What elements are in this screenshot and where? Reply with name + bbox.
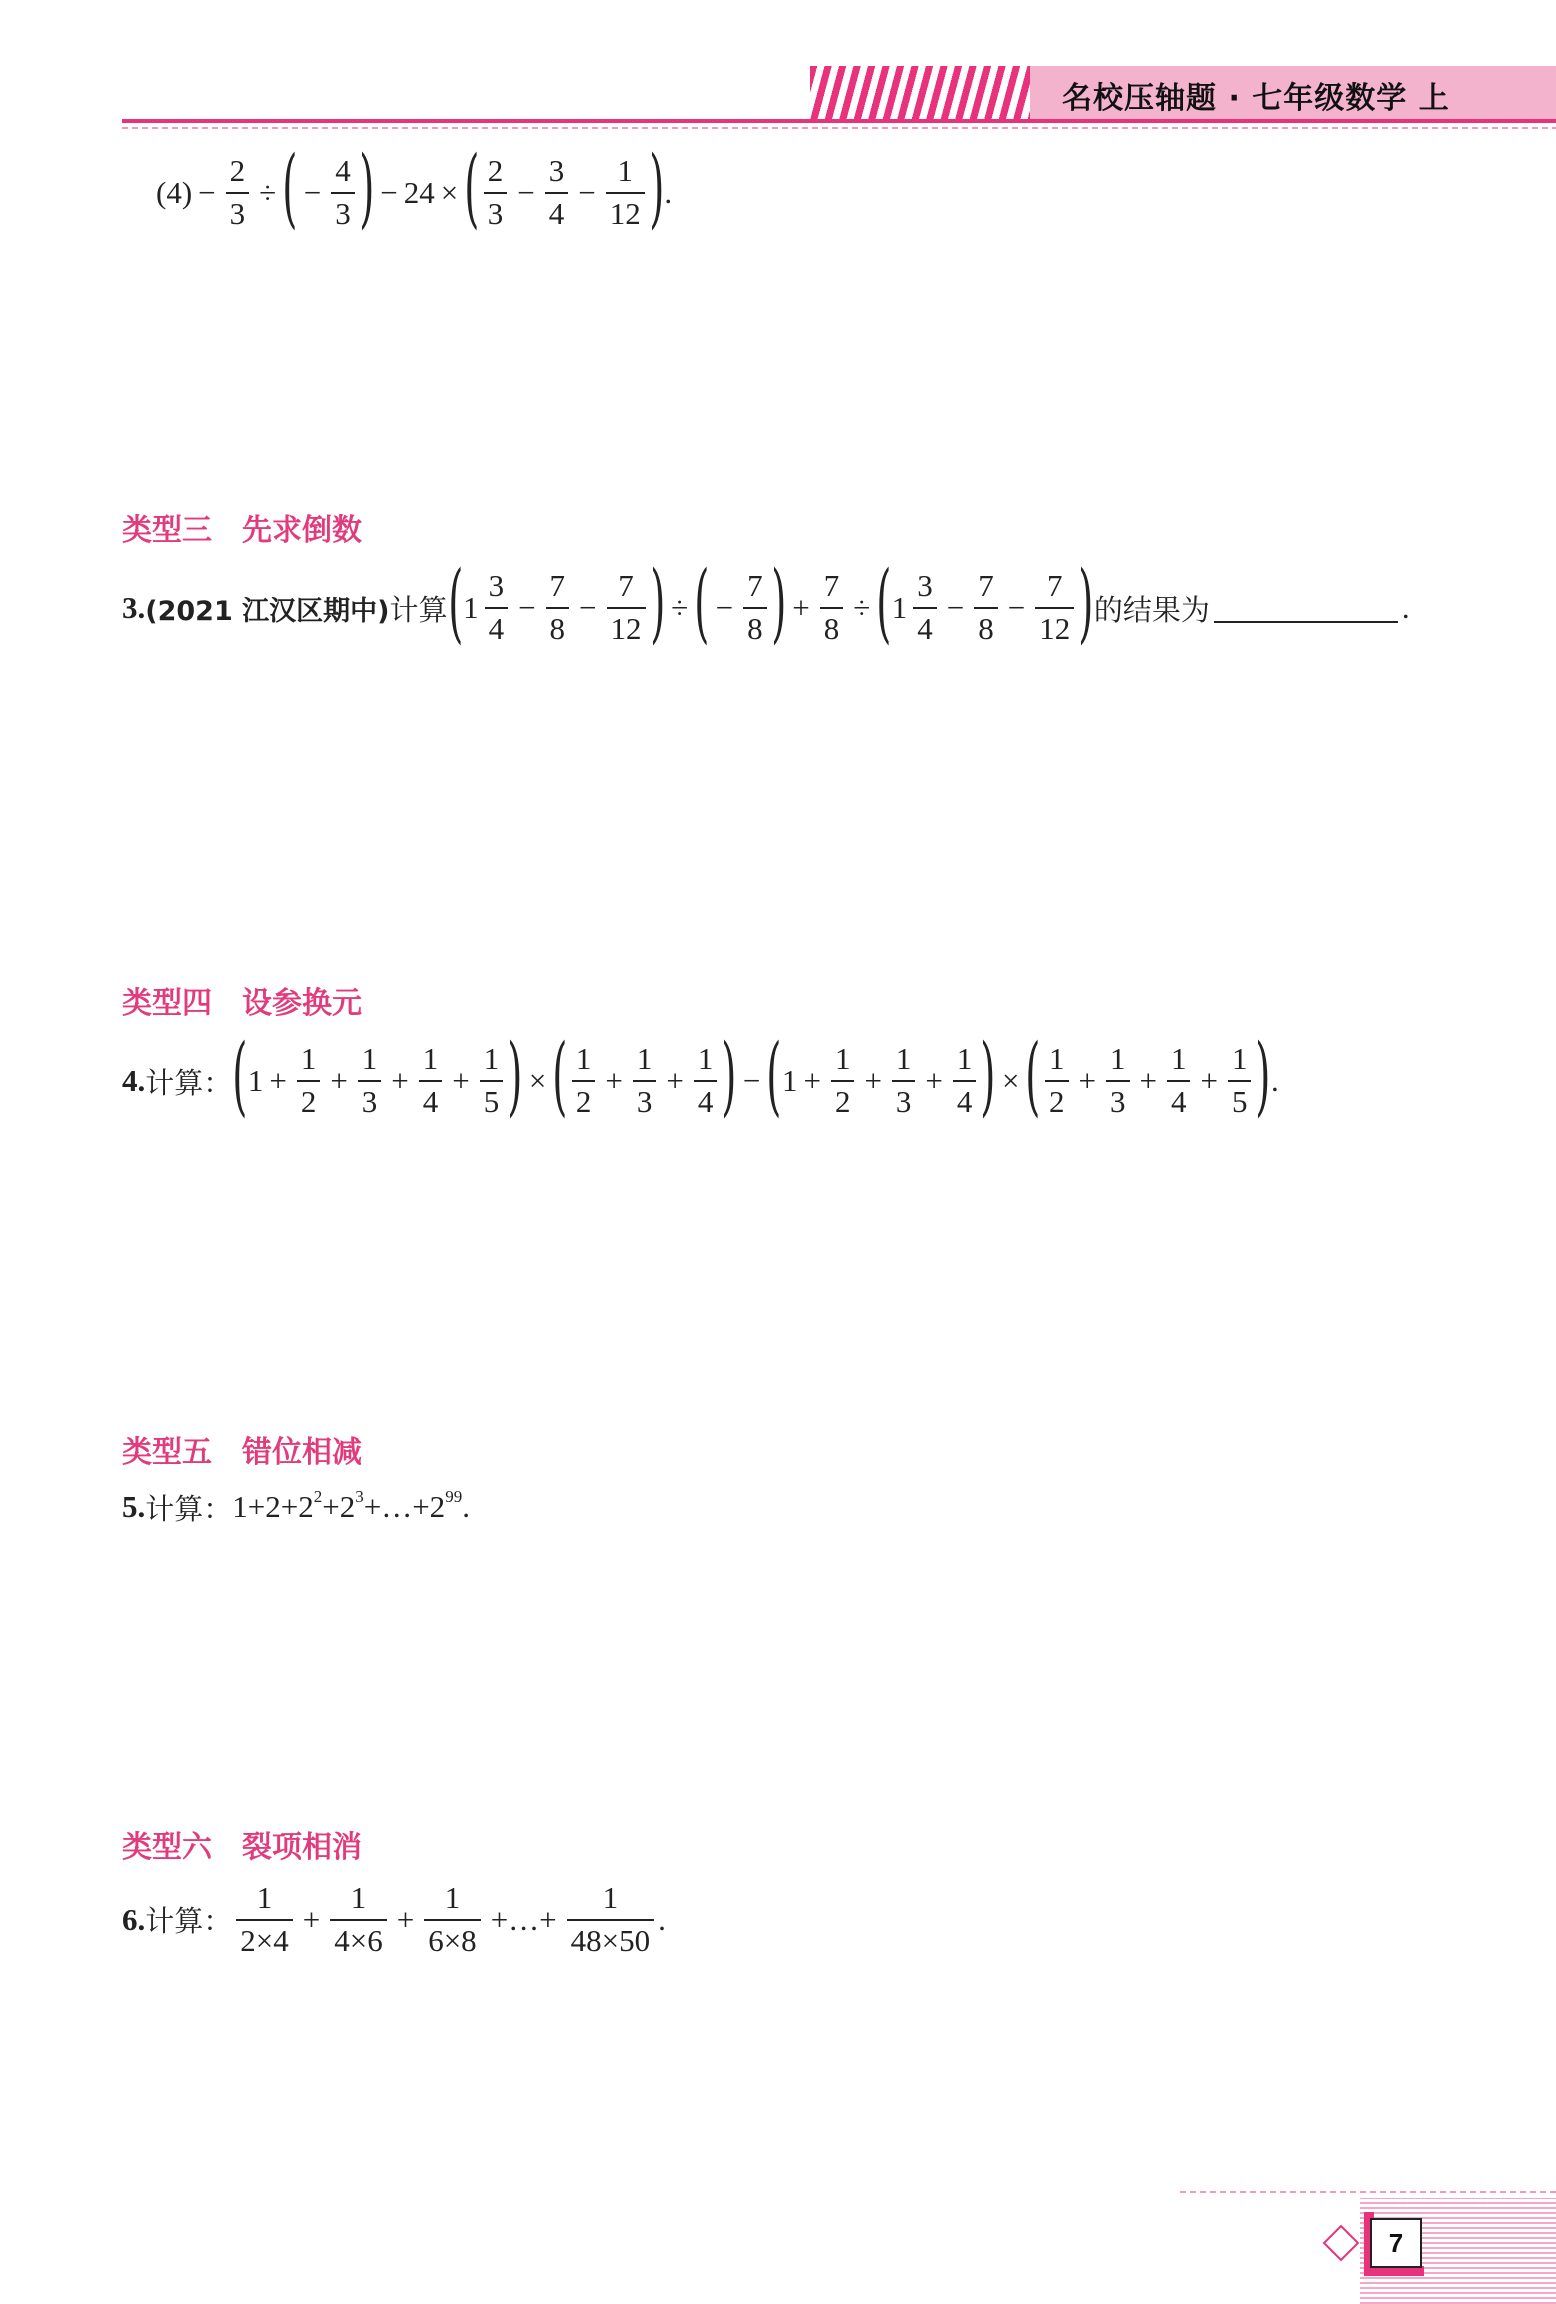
fraction bbox=[545, 155, 569, 230]
fraction bbox=[226, 155, 250, 230]
operator: + bbox=[452, 1063, 470, 1098]
question-5 bbox=[122, 1486, 470, 1528]
fraction bbox=[567, 1882, 654, 1957]
operator: + bbox=[864, 1063, 882, 1098]
whole-part: 1 bbox=[891, 590, 908, 625]
operator: + bbox=[1139, 1063, 1157, 1098]
numerator: 4 bbox=[335, 153, 351, 189]
operator: − bbox=[198, 175, 216, 210]
operator: + bbox=[302, 1901, 321, 1937]
fraction bbox=[974, 570, 998, 645]
fraction bbox=[820, 570, 844, 645]
fraction bbox=[419, 1043, 443, 1118]
right-paren: ) bbox=[648, 138, 665, 238]
question-verb: 计算： bbox=[145, 1904, 233, 1939]
question-verb: 计算： bbox=[145, 1491, 233, 1526]
question-number: 6 bbox=[122, 1901, 138, 1937]
numerator: 2 bbox=[487, 153, 504, 189]
denominator: 3 bbox=[331, 192, 355, 231]
operator: + bbox=[666, 1063, 684, 1098]
left-paren: ( bbox=[282, 138, 298, 238]
numerator: 1 bbox=[602, 1880, 619, 1915]
fraction bbox=[236, 1882, 292, 1957]
fraction bbox=[743, 570, 767, 645]
denominator: 12 bbox=[607, 607, 646, 646]
fraction bbox=[358, 1043, 382, 1118]
right-paren: ) bbox=[1078, 553, 1094, 653]
question-dot: . bbox=[137, 1063, 146, 1098]
operator: + bbox=[792, 590, 810, 625]
operator: + bbox=[803, 1063, 821, 1098]
numerator: 1 bbox=[256, 1880, 273, 1915]
exponent: 99 bbox=[445, 1487, 463, 1506]
numerator: 3 bbox=[488, 568, 505, 604]
denominator: 4 bbox=[419, 1080, 443, 1119]
operator: + bbox=[330, 1063, 348, 1098]
denominator: 3 bbox=[633, 1080, 657, 1119]
operator: + bbox=[391, 1063, 409, 1098]
fraction bbox=[633, 1043, 657, 1118]
right-paren: ) bbox=[721, 1026, 737, 1126]
numerator: 1 bbox=[1231, 1041, 1248, 1077]
right-paren: ) bbox=[649, 553, 665, 653]
question-4 bbox=[122, 1026, 1279, 1126]
page-number: 7 bbox=[1370, 2218, 1422, 2268]
right-paren: ) bbox=[980, 1026, 996, 1126]
denominator: 4 bbox=[953, 1080, 977, 1119]
fraction bbox=[331, 155, 355, 230]
fraction bbox=[330, 1882, 386, 1957]
denominator: 8 bbox=[820, 607, 844, 646]
numerator: 1 bbox=[1170, 1041, 1187, 1077]
header-rule bbox=[122, 119, 1556, 123]
operator: − bbox=[578, 175, 596, 210]
whole-part: 1 bbox=[463, 590, 479, 625]
denominator: 3 bbox=[226, 192, 250, 231]
fraction bbox=[953, 1043, 977, 1118]
problem-4-part-4 bbox=[156, 138, 673, 238]
left-paren: ( bbox=[694, 553, 710, 653]
numerator: 7 bbox=[747, 568, 763, 604]
denominator: 4 bbox=[1167, 1080, 1191, 1119]
question-6 bbox=[122, 1882, 666, 1957]
numerator: 1 bbox=[617, 153, 634, 189]
denominator: 4×6 bbox=[330, 1919, 386, 1958]
denominator: 12 bbox=[1035, 607, 1074, 646]
operator: − bbox=[518, 590, 536, 625]
section-heading-type-6: 类型六 裂项相消 bbox=[122, 1830, 362, 1865]
left-paren: ( bbox=[552, 1026, 568, 1126]
denominator: 2 bbox=[297, 1080, 321, 1119]
fraction bbox=[484, 155, 508, 230]
denominator: 8 bbox=[743, 607, 767, 646]
ellipsis-operator: +…+ bbox=[490, 1901, 557, 1937]
fraction bbox=[1045, 1043, 1069, 1118]
right-paren: ) bbox=[358, 138, 375, 238]
numerator: 7 bbox=[978, 568, 994, 604]
question-tail: 的结果为 bbox=[1093, 592, 1210, 627]
operator: + bbox=[1078, 1063, 1096, 1098]
operator: + bbox=[396, 1901, 415, 1937]
denominator: 2 bbox=[572, 1080, 596, 1119]
fraction bbox=[546, 570, 570, 645]
expression-part: +2 bbox=[322, 1489, 356, 1524]
fraction bbox=[831, 1043, 855, 1118]
denominator: 3 bbox=[1106, 1080, 1130, 1119]
operator: − bbox=[579, 590, 597, 625]
numerator: 7 bbox=[618, 568, 634, 604]
expression-part: +…+2 bbox=[363, 1489, 446, 1524]
operator: − bbox=[380, 175, 398, 210]
term-one: 1 bbox=[247, 1063, 264, 1098]
exponent: 3 bbox=[355, 1487, 364, 1506]
numerator: 1 bbox=[361, 1041, 378, 1077]
numerator: 1 bbox=[1110, 1041, 1126, 1077]
question-dot: . bbox=[137, 1489, 146, 1524]
fraction bbox=[913, 570, 937, 645]
end-period: . bbox=[462, 1489, 470, 1524]
question-number: 5 bbox=[122, 1489, 138, 1524]
operator: × bbox=[1001, 1063, 1020, 1098]
end-period: . bbox=[658, 1901, 666, 1937]
fraction bbox=[694, 1043, 718, 1118]
fraction bbox=[892, 1043, 916, 1118]
denominator: 12 bbox=[606, 192, 645, 231]
operator: ÷ bbox=[259, 175, 277, 210]
right-paren: ) bbox=[1255, 1026, 1271, 1126]
numerator: 1 bbox=[575, 1041, 592, 1077]
operator: − bbox=[742, 1063, 761, 1098]
fraction bbox=[607, 570, 646, 645]
operator: × bbox=[528, 1063, 547, 1098]
fraction bbox=[1106, 1043, 1130, 1118]
question-verb: 计算： bbox=[145, 1065, 233, 1100]
question-source: (2021 江汉区期中) bbox=[145, 595, 390, 627]
denominator: 3 bbox=[892, 1080, 916, 1119]
numerator: 7 bbox=[1047, 568, 1063, 604]
part-label: (4) bbox=[156, 175, 193, 210]
denominator: 3 bbox=[484, 192, 508, 231]
left-paren: ( bbox=[876, 553, 892, 653]
numerator: 1 bbox=[636, 1041, 653, 1077]
left-paren: ( bbox=[464, 138, 480, 238]
denominator: 2 bbox=[1045, 1080, 1069, 1119]
question-verb: 计算 bbox=[389, 592, 448, 627]
answer-blank[interactable] bbox=[1214, 593, 1398, 623]
expression-part: 1+2+2 bbox=[232, 1489, 314, 1524]
denominator: 8 bbox=[546, 607, 570, 646]
numerator: 1 bbox=[697, 1041, 714, 1077]
left-paren: ( bbox=[447, 553, 463, 653]
end-period: . bbox=[664, 175, 673, 210]
operator: − bbox=[715, 590, 734, 625]
footer-dashed-rule bbox=[1180, 2191, 1556, 2193]
end-period: . bbox=[1271, 1063, 1279, 1098]
numerator: 1 bbox=[834, 1041, 851, 1077]
exponent: 2 bbox=[313, 1487, 323, 1506]
left-paren: ( bbox=[232, 1026, 248, 1126]
section-heading-type-5: 类型五 错位相减 bbox=[122, 1435, 362, 1470]
fraction bbox=[297, 1043, 321, 1118]
numerator: 2 bbox=[229, 153, 246, 189]
term-one: 1 bbox=[781, 1063, 798, 1098]
header-dashed-rule bbox=[122, 127, 1556, 129]
denominator: 4 bbox=[694, 1080, 718, 1119]
denominator: 2 bbox=[831, 1080, 855, 1119]
fraction bbox=[480, 1043, 504, 1118]
section-heading-type-4: 类型四 设参换元 bbox=[122, 986, 362, 1021]
right-paren: ) bbox=[770, 553, 786, 653]
question-dot: . bbox=[137, 1901, 146, 1937]
operator: − bbox=[517, 175, 535, 210]
fraction bbox=[1035, 570, 1074, 645]
numerator: 1 bbox=[483, 1041, 500, 1077]
numerator: 1 bbox=[350, 1880, 367, 1915]
fraction bbox=[485, 570, 509, 645]
section-heading-type-3: 类型三 先求倒数 bbox=[122, 513, 362, 548]
numerator: 7 bbox=[823, 568, 840, 604]
denominator: 8 bbox=[974, 607, 998, 646]
fraction bbox=[572, 1043, 596, 1118]
book-title: 名校压轴题 · 七年级数学 上 bbox=[1062, 81, 1450, 116]
diamond-icon bbox=[1323, 2225, 1360, 2262]
operator: ÷ bbox=[853, 590, 871, 625]
left-paren: ( bbox=[1025, 1026, 1041, 1126]
operator: − bbox=[303, 175, 322, 210]
left-paren: ( bbox=[766, 1026, 782, 1126]
question-3 bbox=[122, 553, 1410, 653]
numerator: 1 bbox=[895, 1041, 912, 1077]
numerator: 3 bbox=[548, 153, 565, 189]
operator: + bbox=[605, 1063, 623, 1098]
question-number: 4 bbox=[122, 1063, 138, 1098]
fraction bbox=[1228, 1043, 1252, 1118]
fraction bbox=[606, 155, 645, 230]
header-stripe-decoration bbox=[810, 66, 1030, 122]
denominator: 2×4 bbox=[236, 1919, 292, 1958]
end-period: . bbox=[1401, 590, 1410, 625]
question-number: 3 bbox=[122, 590, 138, 625]
numerator: 3 bbox=[917, 568, 933, 604]
denominator: 4 bbox=[485, 607, 509, 646]
denominator: 48×50 bbox=[567, 1919, 654, 1958]
fraction bbox=[1167, 1043, 1191, 1118]
coefficient: 24 bbox=[403, 175, 435, 210]
mixed-number bbox=[463, 570, 512, 645]
operator: ÷ bbox=[671, 590, 689, 625]
denominator: 4 bbox=[545, 192, 569, 231]
operator: + bbox=[925, 1063, 943, 1098]
operator: × bbox=[440, 175, 459, 210]
numerator: 1 bbox=[956, 1041, 973, 1077]
numerator: 1 bbox=[422, 1041, 439, 1077]
numerator: 7 bbox=[549, 568, 566, 604]
operator: − bbox=[1007, 590, 1026, 625]
right-paren: ) bbox=[507, 1026, 523, 1126]
mixed-number bbox=[892, 570, 941, 645]
denominator: 5 bbox=[1228, 1080, 1252, 1119]
operator: − bbox=[946, 590, 965, 625]
denominator: 4 bbox=[913, 607, 937, 646]
operator: + bbox=[269, 1063, 287, 1098]
denominator: 3 bbox=[358, 1080, 382, 1119]
numerator: 1 bbox=[444, 1880, 461, 1915]
question-dot: . bbox=[137, 590, 146, 625]
denominator: 6×8 bbox=[424, 1919, 480, 1958]
denominator: 5 bbox=[480, 1080, 504, 1119]
operator: + bbox=[1200, 1063, 1218, 1098]
numerator: 1 bbox=[300, 1041, 317, 1077]
fraction bbox=[424, 1882, 480, 1957]
numerator: 1 bbox=[1049, 1041, 1065, 1077]
